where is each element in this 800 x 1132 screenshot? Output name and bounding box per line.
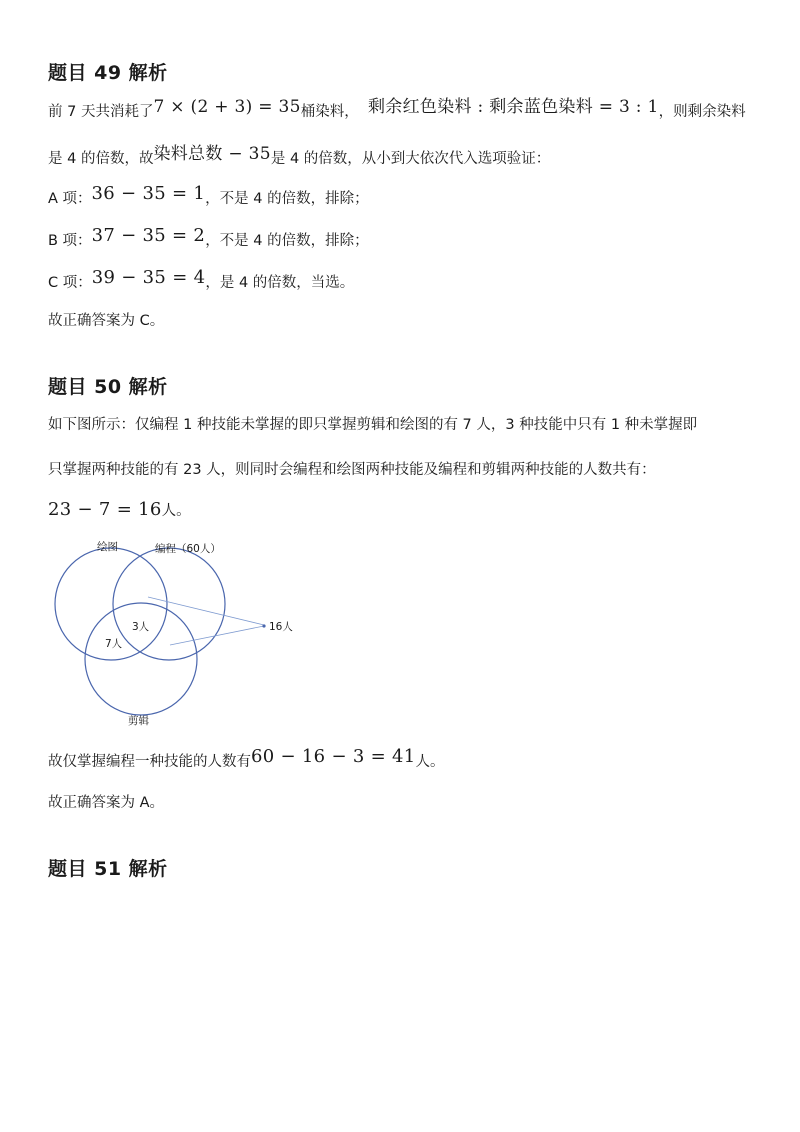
q49-heading: 题目 49 解析 — [48, 62, 168, 84]
venn-callout-label: 16人 — [269, 621, 293, 633]
q49-answer: 故正确答案为 C。 — [48, 313, 165, 329]
q50-line-3 — [48, 500, 760, 521]
venn-label-edit: 剪辑 — [128, 715, 149, 727]
q49-option-c-text: ，是 4 的倍数，当选。 — [205, 275, 355, 291]
q50-result — [48, 746, 760, 772]
q49-line2-formula: 染料总数 − 35 — [153, 144, 271, 164]
q50-heading: 题目 50 解析 — [48, 376, 168, 398]
q49-line1-formula-2: 剩余红色染料 : 剩余蓝色染料 = 3 : 1 — [367, 97, 659, 117]
q49-option-b-text: ，不是 4 的倍数，排除； — [205, 233, 369, 249]
q49-option-b — [48, 225, 760, 251]
q49-option-c-label: C 项： — [48, 275, 92, 291]
venn-value-center: 3人 — [132, 621, 150, 633]
q50-line-1: 如下图所示：仅编程 1 种技能未掌握的即只掌握剪辑和绘图的有 7 人，3 种技能中只有 1 种未掌握即 — [48, 417, 698, 433]
q49-option-a — [48, 183, 760, 209]
callout-line-upper — [148, 597, 264, 625]
q50-line-2: 只掌握两种技能的有 23 人，则同时会编程和绘图两种技能及编程和剪辑两种技能的人数共有： — [48, 462, 656, 478]
q51-heading: 题目 51 解析 — [48, 858, 168, 880]
q49-line2-text-a: 是 4 的倍数，故 — [48, 151, 154, 167]
q49-option-b-formula: 37 − 35 = 2 — [91, 225, 206, 246]
q50-answer: 故正确答案为 A。 — [48, 795, 165, 811]
q50-result-formula: 60 − 16 − 3 = 41 — [251, 746, 416, 767]
q49-line-1 — [48, 97, 760, 122]
q50-line3-formula: 23 − 7 = 16 — [48, 499, 162, 520]
q49-option-a-formula: 36 − 35 = 1 — [91, 183, 206, 204]
q49-line2-text-b: 是 4 的倍数，从小到大依次代入选项验证： — [270, 151, 551, 167]
q49-line1-formula-1: 7 × (2 + 3) = 35 — [153, 97, 301, 117]
q49-line1-text-b: 桶染料， — [300, 104, 359, 120]
q49-line1-text-c: ，则剩余染料 — [658, 104, 746, 120]
q49-line1-text-a: 前 7 天共消耗了 — [48, 104, 154, 120]
q49-option-b-label: B 项： — [48, 233, 92, 249]
q49-line-2 — [48, 144, 760, 169]
q50-result-text-a: 故仅掌握编程一种技能的人数有 — [48, 754, 251, 770]
q50-result-text-b: 人。 — [415, 754, 445, 770]
venn-label-code: 编程（60人） — [155, 543, 221, 555]
q49-option-c — [48, 267, 760, 293]
q49-option-c-formula: 39 − 35 = 4 — [91, 267, 206, 288]
q50-line3-text: 人。 — [161, 503, 191, 519]
q49-option-a-label: A 项： — [48, 191, 92, 207]
venn-label-draw: 绘图 — [97, 541, 118, 553]
q49-option-a-text: ，不是 4 的倍数，排除； — [205, 191, 369, 207]
callout-line-lower — [170, 626, 264, 645]
callout-dot — [262, 624, 265, 627]
venn-diagram — [48, 534, 308, 734]
venn-value-left: 7人 — [105, 638, 123, 650]
